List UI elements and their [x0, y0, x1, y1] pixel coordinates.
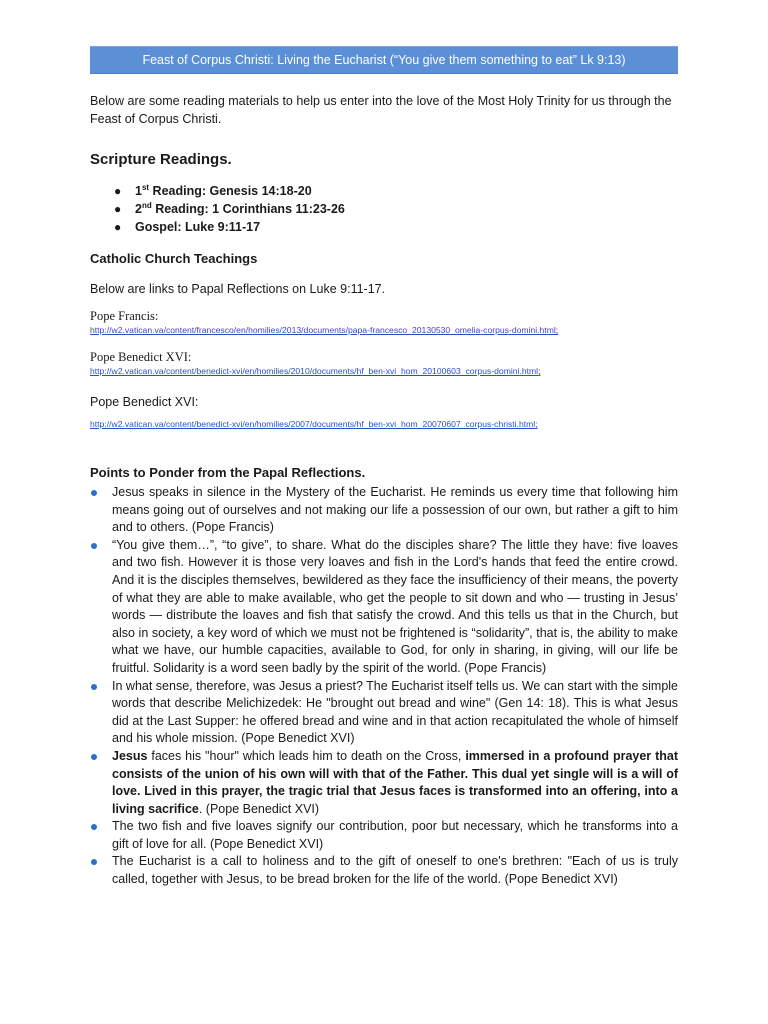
list-item: The two fish and five loaves signify our contribution, poor but necessary, which he transforms into a gift of love for all. (Pope Benedict XVI): [90, 818, 678, 853]
list-item: ● Gospel: Luke 9:11-17: [114, 220, 261, 234]
list-item: “You give them…”, “to give”, to share. What do the disciples share? The little they have: five loaves and two fish. However it is those very loaves and fish in the Lord's hands that feed the entire crowd. And it is the disciples themselves, bewildered as they face the insufficiency of their means, the poverty of what they are able to make available, who get the people to sit down and who — trusting in Jesus’ words — distribute the loaves and fish that satisfy the crowd. And this tells us that in the Church, but also in society, a key word of which we must not be frightened is “solidarity”, that is, the ability to make what we have, our humble capacities, available to God, for only in sharing, in giving, will our life be fruitful. Solidarity is a word seen badly by the spirit of the world. (Pope Francis): [90, 537, 678, 678]
list-item: Jesus speaks in silence in the Mystery of the Eucharist. He reminds us every time that following him means going out of ourselves and not making our life a possession of our own, but rather a gift to him and to others. (Pope Francis): [90, 484, 678, 537]
bullet-icon: [91, 824, 97, 830]
bullet-icon: ●: [114, 202, 122, 216]
bullet-icon: [91, 754, 97, 760]
bullet-icon: ●: [114, 220, 122, 234]
ponder-heading: Points to Ponder from the Papal Reflections.: [90, 465, 366, 480]
readings-list: [90, 182, 678, 236]
bullet-icon: [91, 684, 97, 690]
title-banner: [90, 46, 678, 74]
bullet-icon: [91, 859, 97, 865]
intro-paragraph: Below are some reading materials to help us enter into the love of the Most Holy Trinity for us through the Feast of Corpus Christi.: [90, 94, 672, 126]
list-item: Jesus faces his "hour" which leads him to death on the Cross, immersed in a profound prayer that consists of the union of his own will with that of the Father. This dual yet single will is a will of love. Lived in this prayer, the tragic trial that Jesus faces is transformed into an offering, into a living sacrifice. (Pope Benedict XVI): [90, 748, 678, 818]
bullet-icon: [91, 543, 97, 549]
list-item: The Eucharist is a call to holiness and to the gift of oneself to one's brethren: "Each of us is truly called, together with Jesus, to be bread broken for the life of the world. (Pope Benedict XVI): [90, 853, 678, 888]
homily-link[interactable]: http://w2.vatican.va/content/francesco/en/homilies/2013/documents/papa-francesco_20130530_omelia-corpus-domini.html;: [90, 325, 559, 335]
points-list: [90, 484, 678, 889]
homily-link[interactable]: http://w2.vatican.va/content/benedict-xvi/en/homilies/2010/documents/hf_ben-xvi_hom_20100603_corpus-domini.html;: [90, 366, 541, 376]
list-item: ● 2nd Reading: 1 Corinthians 11:23-26: [114, 200, 345, 216]
papal-entry: [90, 308, 678, 336]
links-intro: Below are links to Papal Reflections on Luke 9:11-17.: [90, 282, 386, 296]
pope-label: Pope Benedict XVI:: [90, 350, 192, 364]
scripture-heading: Scripture Readings.: [90, 151, 232, 168]
bullet-icon: ●: [114, 184, 122, 198]
document-content: [90, 92, 678, 889]
pope-label: Pope Benedict XVI:: [90, 395, 199, 409]
ponder-section: [90, 464, 678, 889]
list-item: In what sense, therefore, was Jesus a priest? The Eucharist itself tells us. We can start with the simple words that describe Melichizedek: He "brought out bread and wine" (Gen 14: 18). This is what Jesus did at the Last Supper: he offered bread and wine and in that action recapitulated the whole of himself and his whole mission. (Pope Benedict XVI): [90, 678, 678, 748]
bullet-icon: [91, 490, 97, 496]
papal-entry: [90, 394, 678, 430]
homily-link[interactable]: http://w2.vatican.va/content/benedict-xvi/en/homilies/2007/documents/hf_ben-xvi_hom_20070607_corpus-christi.html;: [90, 419, 538, 429]
list-item: ● 1st Reading: Genesis 14:18-20: [114, 182, 312, 198]
papal-entry: [90, 349, 678, 377]
teachings-heading: Catholic Church Teachings: [90, 251, 258, 266]
page-title: Feast of Corpus Christi: Living the Eucharist (“You give them something to eat” Lk 9:13): [142, 53, 626, 67]
pope-label: Pope Francis:: [90, 309, 159, 323]
